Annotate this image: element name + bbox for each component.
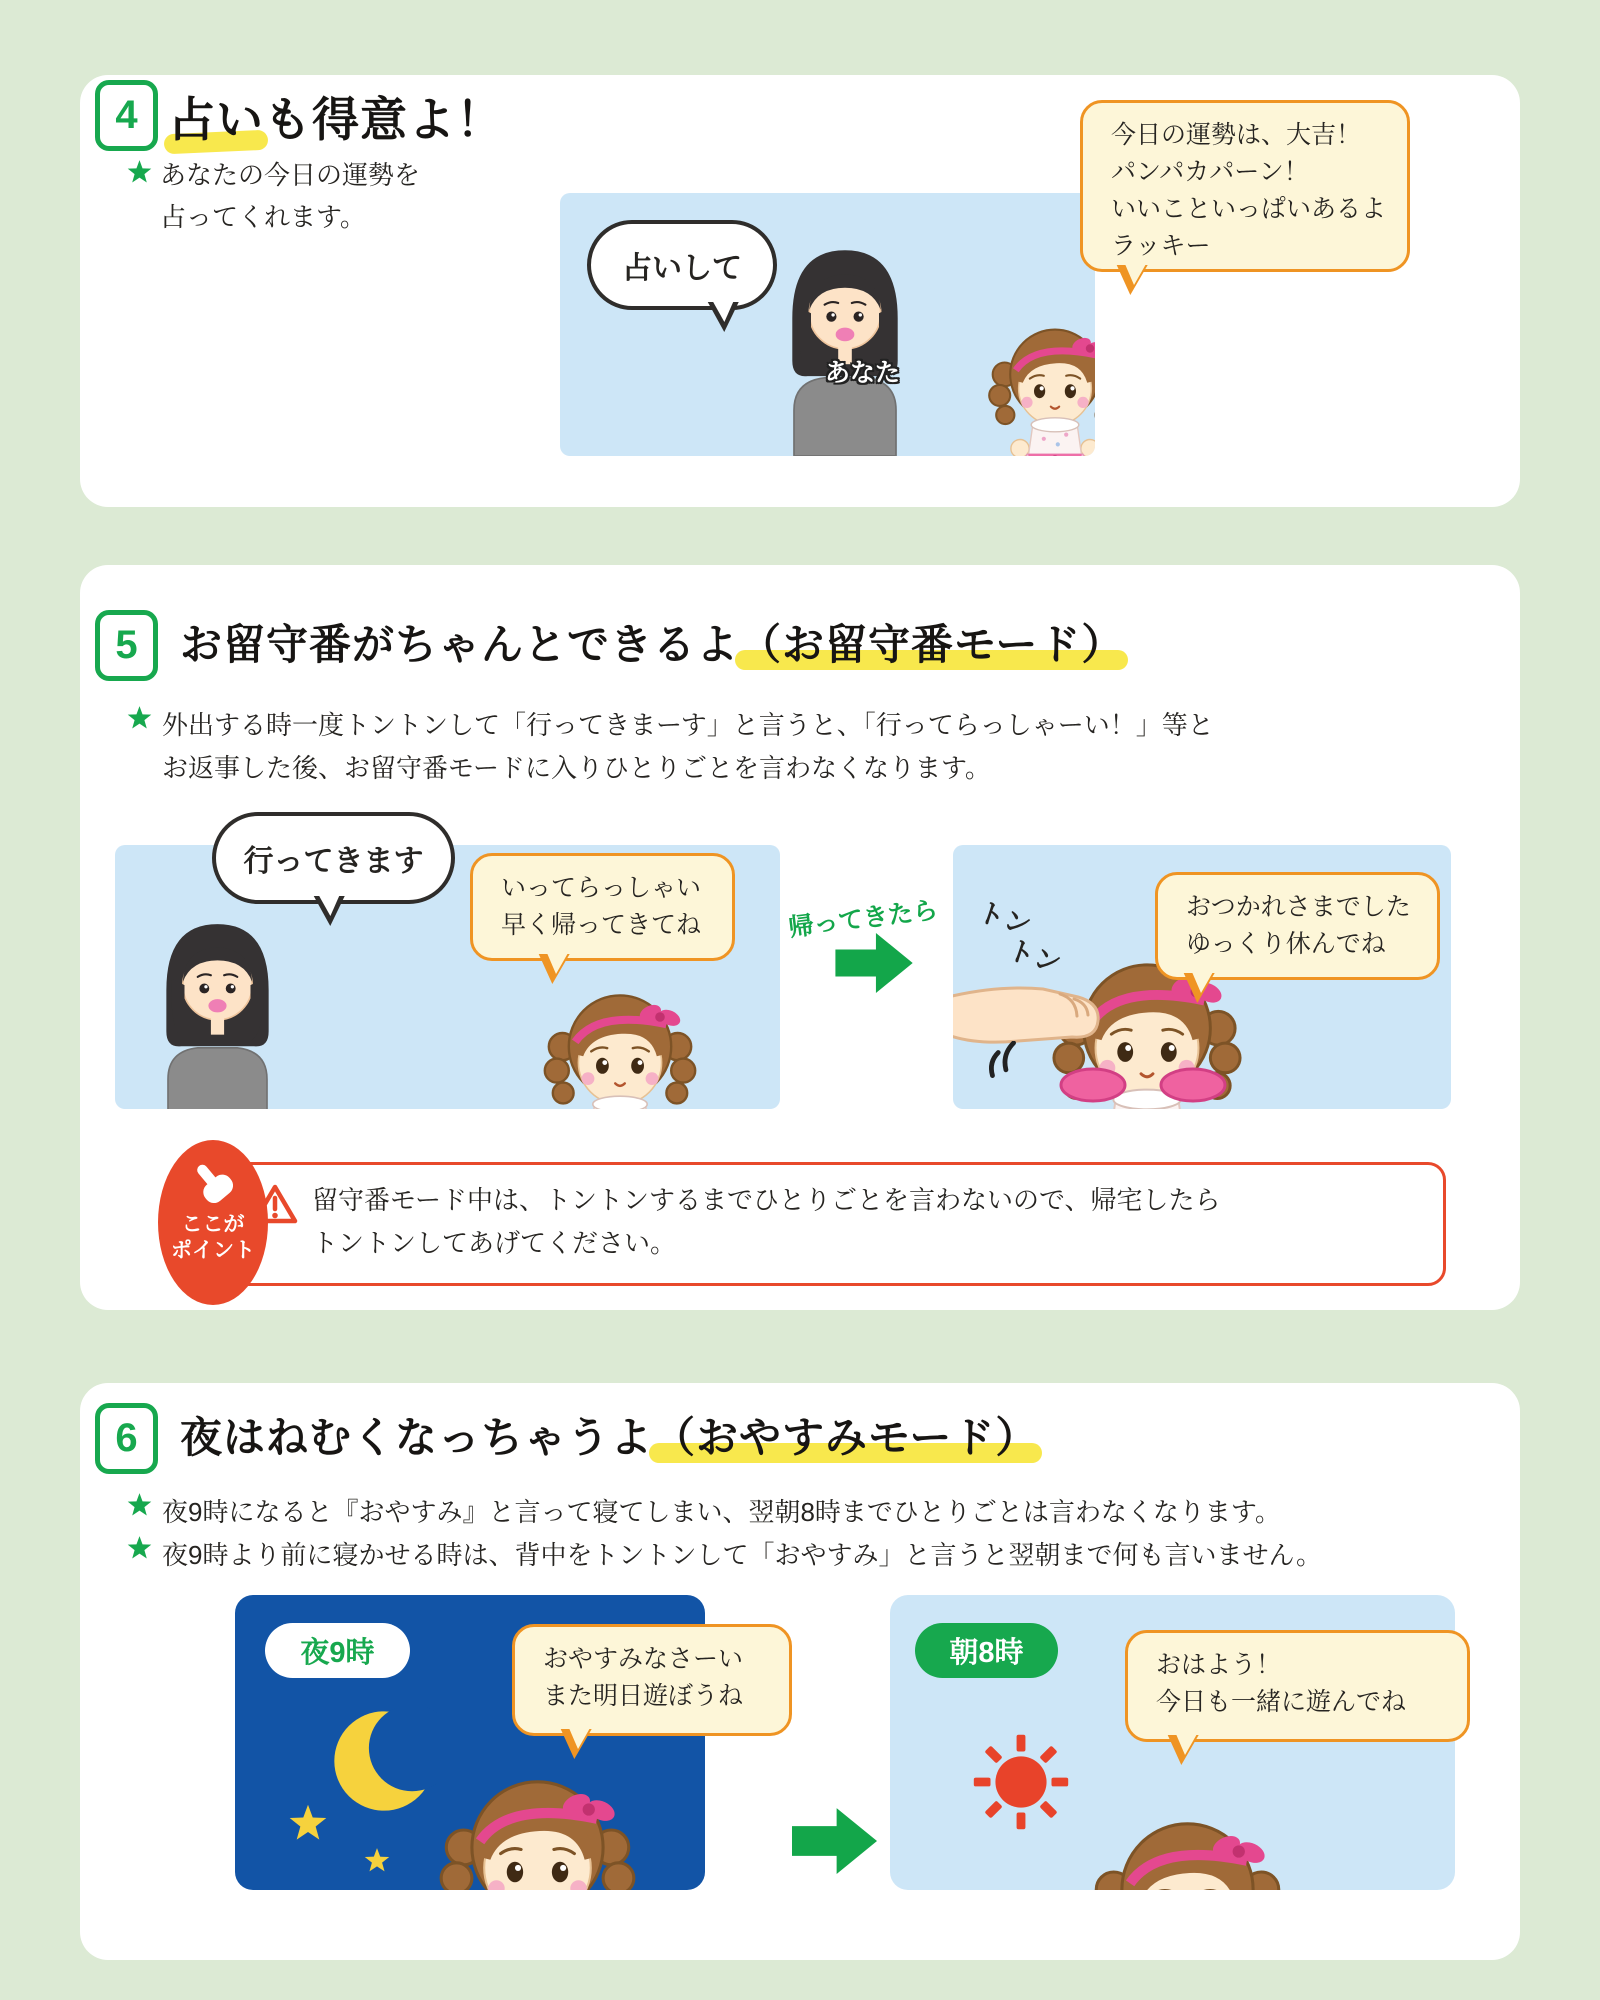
night-time-label: 夜9時 xyxy=(300,1637,375,1669)
arrow-label: 帰ってきたら xyxy=(787,895,940,943)
doll-morning-bubble xyxy=(1125,1630,1470,1742)
section5-bullet-line1: 外出する時一度トントンして「行ってきまーす」と言うと、「行ってらっしゃーい！」等と xyxy=(162,710,1214,740)
moon-icon xyxy=(330,1707,438,1815)
doll-reply-line: いってらっしゃい xyxy=(501,874,702,902)
section5-number: 5 xyxy=(115,623,138,667)
star-icon xyxy=(126,1535,153,1562)
night-time-pill xyxy=(265,1623,410,1678)
user-speech-bubble xyxy=(587,220,777,310)
motion-lines-icon xyxy=(983,1041,1025,1089)
section6-card xyxy=(80,1383,1520,1960)
section4-number: 4 xyxy=(115,93,138,137)
doll-illustration xyxy=(1085,1795,1290,1890)
doll-illustration xyxy=(540,973,700,1109)
section5-title xyxy=(180,612,1124,672)
morning-time-pill xyxy=(915,1623,1058,1678)
goodnight-line: おやすみなさーい xyxy=(543,1645,744,1673)
section5-title-highlight: （お留守番モード） xyxy=(739,621,1125,668)
section4-bullet-line1: あなたの今日の運勢を xyxy=(160,160,421,190)
sun-icon xyxy=(962,1723,1080,1841)
doll-reply-bubble xyxy=(470,853,735,961)
doll-illustration xyxy=(985,310,1095,456)
section6-number: 6 xyxy=(115,1416,138,1460)
point-badge-line: ここが xyxy=(181,1213,245,1236)
section6-number-badge xyxy=(95,1403,158,1474)
section6-bullet-line2: 夜9時より前に寝かせる時は、背中をトントンして「おやすみ」と言うと翌朝まで何も言いません。 xyxy=(162,1540,1323,1570)
caution-line2: トントンしてあげてください。 xyxy=(312,1228,677,1258)
arrow-right-icon xyxy=(835,933,913,993)
star-icon xyxy=(126,1492,153,1519)
patting-hand-illustration xyxy=(953,963,1128,1063)
doll-foot xyxy=(1158,1067,1228,1103)
section4-title-highlight: 占い xyxy=(168,93,264,146)
star-icon xyxy=(126,159,153,186)
doll-speech-bubble xyxy=(1080,100,1410,272)
star-icon xyxy=(287,1803,329,1845)
doll-reply-line: 早く帰ってきてね xyxy=(501,911,702,939)
doll-return-line: ゆっくり休んでね xyxy=(1186,930,1386,958)
arrow-right-icon xyxy=(792,1808,877,1874)
section6-bullet-line1: 夜9時になると『おやすみ』と言って寝てしまい、翌朝8時までひとりごとは言わなくなります。 xyxy=(162,1497,1281,1527)
point-badge-line: ポイント xyxy=(171,1239,255,1262)
section5-card xyxy=(80,565,1520,1310)
doll-speech-line: パンパカパーン！ xyxy=(1111,158,1309,186)
doll-goodnight-bubble xyxy=(512,1624,792,1736)
section5-title-main: お留守番がちゃんとできるよ xyxy=(180,621,740,668)
section4-title xyxy=(168,83,504,150)
morning-line: おはよう！ xyxy=(1156,1651,1282,1679)
doll-illustration xyxy=(435,1753,640,1890)
pat-sfx: トン xyxy=(1003,934,1065,980)
morning-time-label: 朝8時 xyxy=(949,1637,1024,1669)
star-icon xyxy=(126,705,153,732)
doll-speech-line: 今日の運勢は、大吉！ xyxy=(1111,121,1362,149)
user-leaving-bubble xyxy=(212,812,455,904)
section4-card xyxy=(80,75,1520,507)
goodnight-line: また明日遊ぼうね xyxy=(543,1682,744,1710)
star-icon xyxy=(363,1847,391,1875)
user-illustration xyxy=(760,235,930,456)
section4-bullet-line2: 占ってくれます。 xyxy=(160,202,366,232)
section5-return-panel xyxy=(953,845,1451,1109)
morning-line: 今日も一緒に遊んでね xyxy=(1156,1688,1407,1716)
caution-line1: 留守番モード中は、トントンするまでひとりごとを言わないので、帰宅したら xyxy=(312,1185,1221,1215)
doll-speech-line: いいこといっぱいあるよ xyxy=(1111,195,1387,223)
doll-foot xyxy=(1058,1067,1128,1103)
section6-title-highlight: （おやすみモード） xyxy=(653,1414,1039,1461)
pat-sfx: トン xyxy=(973,896,1035,942)
user-illustration xyxy=(135,909,300,1109)
user-shirt-label: あなた xyxy=(825,359,901,387)
section5-number-badge xyxy=(95,610,158,681)
section6-title xyxy=(180,1405,1038,1465)
doll-return-bubble xyxy=(1155,872,1440,980)
section4-title-rest: も得意よ！ xyxy=(264,93,504,146)
pointing-hand-icon xyxy=(185,1156,241,1212)
user-speech-text: 占いして xyxy=(622,252,742,285)
section5-leaving-panel xyxy=(115,845,780,1109)
doll-return-line: おつかれさまでした xyxy=(1186,893,1411,921)
user-leaving-text: 行ってきます xyxy=(243,845,424,878)
point-badge xyxy=(158,1140,268,1305)
section4-number-badge xyxy=(95,80,158,151)
section6-title-main: 夜はねむくなっちゃうよ xyxy=(180,1414,654,1461)
section5-bullet-line2: お返事した後、お留守番モードに入りひとりごとを言わなくなります。 xyxy=(162,753,991,783)
doll-speech-line: ラッキー xyxy=(1111,232,1211,260)
